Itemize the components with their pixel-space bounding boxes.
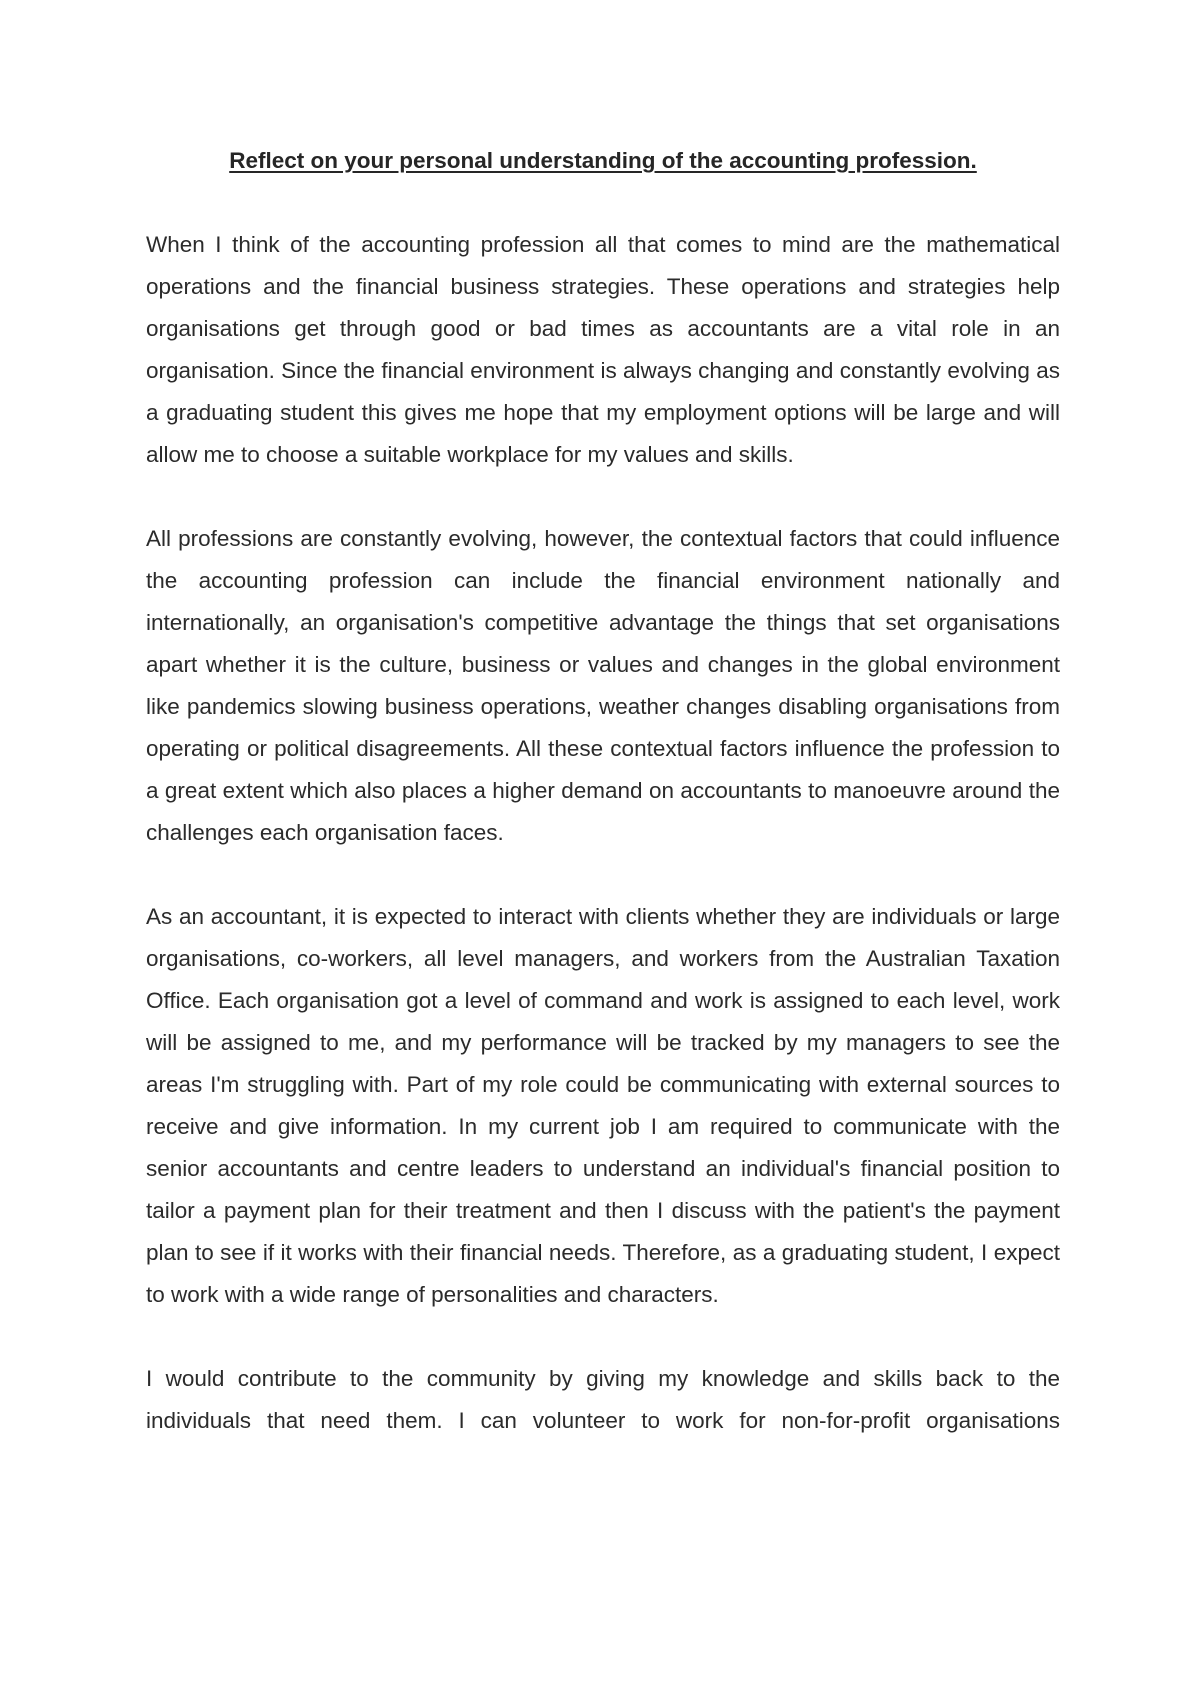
document-body bbox=[146, 146, 1060, 1442]
document-title: Reflect on your personal understanding of the accounting profession. bbox=[229, 148, 977, 173]
paragraph-4: I would contribute to the community by giving my knowledge and skills back to the individuals that need them. I can volunteer to work for non-for-profit organisations bbox=[146, 1366, 1060, 1433]
paragraph-1: When I think of the accounting profession all that comes to mind are the mathematical operations and the financial business strategies. These operations and strategies help organisations get through good or bad times as accountants are a vital role in an organisation. Since the financial environment is always changing and constantly evolving as a graduating student this gives me hope that my employment options will be large and will allow me to choose a suitable workplace for my values and skills. bbox=[146, 232, 1060, 467]
paragraph-2: All professions are constantly evolving, however, the contextual factors that could influence the accounting profession can include the financial environment nationally and internationally, an organisation's competitive advantage the things that set organisations apart whether it is the culture, business or values and changes in the global environment like pandemics slowing business operations, weather changes disabling organisations from operating or political disagreements. All these contextual factors influence the profession to a great extent which also places a higher demand on accountants to manoeuvre around the challenges each organisation faces. bbox=[146, 526, 1060, 845]
paragraph-3: As an accountant, it is expected to interact with clients whether they are individuals or large organisations, co-workers, all level managers, and workers from the Australian Taxation Office. Each organisation got a level of command and work is assigned to each level, work will be assigned to me, and my performance will be tracked by my managers to see the areas I'm struggling with. Part of my role could be communicating with external sources to receive and give information. In my current job I am required to communicate with the senior accountants and centre leaders to understand an individual's financial position to tailor a payment plan for their treatment and then I discuss with the patient's the payment plan to see if it works with their financial needs. Therefore, as a graduating student, I expect to work with a wide range of personalities and characters. bbox=[146, 904, 1060, 1307]
